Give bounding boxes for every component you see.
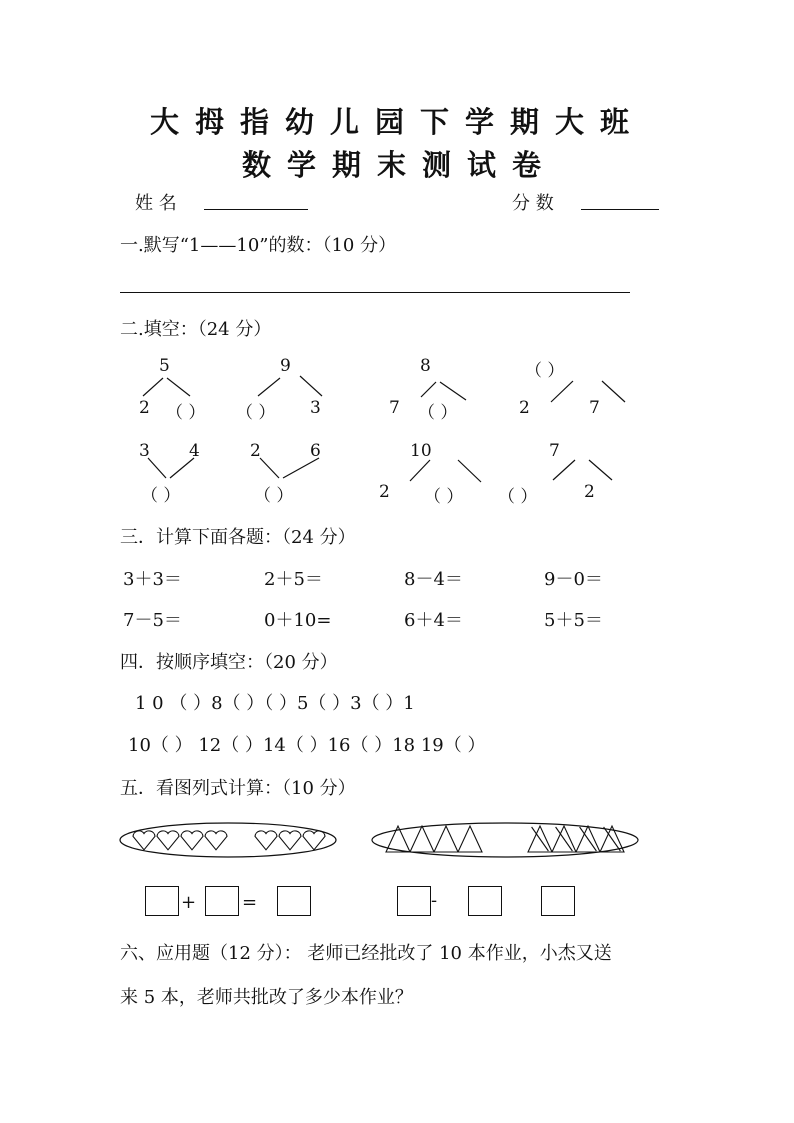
section6-line2: 来 5 本，老师共批改了多少本作业？: [120, 987, 413, 1008]
bond4-line-left: [551, 381, 573, 402]
bond2-line-right: [300, 376, 322, 396]
calc-2-1: 7－5＝: [123, 610, 182, 631]
bond1-top: 5: [159, 356, 170, 376]
bond1-line-left: [143, 378, 163, 396]
bond7-top: 10: [410, 441, 432, 461]
heart-icon: [133, 831, 155, 850]
bond2-top: 9: [280, 356, 291, 376]
calc-2-3: 6＋4＝: [404, 610, 463, 631]
bond5-left: 3: [139, 441, 150, 461]
bond8-left[interactable]: （ ）: [498, 487, 538, 507]
section4-heading: 四．按顺序填空：（20 分）: [120, 652, 338, 673]
section2-heading: 二.填空：（24 分）: [120, 319, 272, 340]
page-title-line2: 数学期末测试卷: [242, 148, 558, 182]
calc-2-2: 0＋10=: [264, 610, 332, 631]
left-answer-box-2[interactable]: [205, 886, 239, 916]
bond4-right: 7: [589, 398, 600, 418]
bond6-line-right: [283, 458, 319, 478]
right-answer-box-1[interactable]: [397, 886, 431, 916]
calc-1-2: 2＋5＝: [264, 569, 323, 590]
left-answer-box-3[interactable]: [277, 886, 311, 916]
section3-heading: 三．计算下面各题：（24 分）: [120, 527, 356, 548]
bond6-bottom[interactable]: （ ）: [254, 486, 294, 506]
section5-heading: 五．看图列式计算：（10 分）: [120, 778, 356, 799]
bond7-line-right: [458, 460, 481, 482]
calc-2-4: 5＋5＝: [544, 610, 603, 631]
sequence-line-1[interactable]: 1 0 （ ）8（ ）（ ）5（ ）3（ ）1: [135, 693, 415, 714]
bond3-right[interactable]: （ ）: [418, 403, 458, 423]
right-answer-box-2[interactable]: [468, 886, 502, 916]
plus-sign: +: [181, 892, 197, 913]
bond4-left: 2: [519, 398, 530, 418]
bond7-line-left: [410, 460, 430, 481]
bond1-left: 2: [139, 398, 150, 418]
triangle-icon: [434, 826, 458, 852]
right-answer-box-3[interactable]: [541, 886, 575, 916]
bond4-line-right: [602, 381, 625, 402]
left-answer-box-1[interactable]: [145, 886, 179, 916]
heart-icon: [255, 831, 277, 850]
name-label: 姓 名: [135, 193, 177, 214]
bond7-right[interactable]: （ ）: [424, 487, 464, 507]
triangle-icon: [458, 826, 482, 852]
page-title-line1: 大拇指幼儿园下学期大班: [150, 105, 646, 139]
triangle-icon: [410, 826, 434, 852]
bond5-bottom[interactable]: （ ）: [141, 486, 181, 506]
bond3-line-left: [421, 382, 436, 397]
bond6-line-left: [260, 458, 279, 478]
bond2-left[interactable]: （ ）: [236, 403, 276, 423]
bond8-line-left: [553, 460, 575, 480]
calc-1-3: 8－4＝: [404, 569, 463, 590]
equals-sign: =: [242, 892, 258, 913]
bond5-line-right: [170, 458, 194, 478]
section1-heading: 一.默写“1——10”的数：（10 分）: [120, 235, 397, 256]
bond2-right: 3: [310, 398, 321, 418]
bond3-top: 8: [420, 356, 431, 376]
section6-line1: 六、应用题（12 分）： 老师已经批改了 10 本作业，小杰又送: [120, 943, 612, 964]
bond3-line-right: [440, 382, 466, 400]
minus-sign: -: [431, 890, 438, 911]
bond3-left: 7: [389, 398, 400, 418]
bond1-line-right: [167, 378, 190, 396]
bond4-top[interactable]: （ ）: [525, 361, 565, 381]
bond7-left: 2: [379, 482, 390, 502]
calc-1-4: 9－0＝: [544, 569, 603, 590]
bond5-line-left: [148, 458, 166, 478]
bond6-left: 2: [250, 441, 261, 461]
bond8-top: 7: [549, 441, 560, 461]
bond6-right: 6: [310, 441, 321, 461]
heart-icon: [181, 831, 203, 850]
bond8-right: 2: [584, 482, 595, 502]
bond5-right: 4: [189, 441, 200, 461]
heart-icon: [303, 831, 325, 850]
heart-icon: [279, 831, 301, 850]
bond8-line-right: [589, 460, 612, 480]
bond1-right[interactable]: （ ）: [166, 403, 206, 423]
bond2-line-left: [258, 378, 280, 396]
score-label: 分 数: [512, 193, 554, 214]
heart-icon: [205, 831, 227, 850]
heart-icon: [157, 831, 179, 850]
sequence-line-2[interactable]: 10（ ） 12（ ）14（ ）16（ ）18 19（ ）: [128, 735, 486, 756]
calc-1-1: 3＋3＝: [123, 569, 182, 590]
